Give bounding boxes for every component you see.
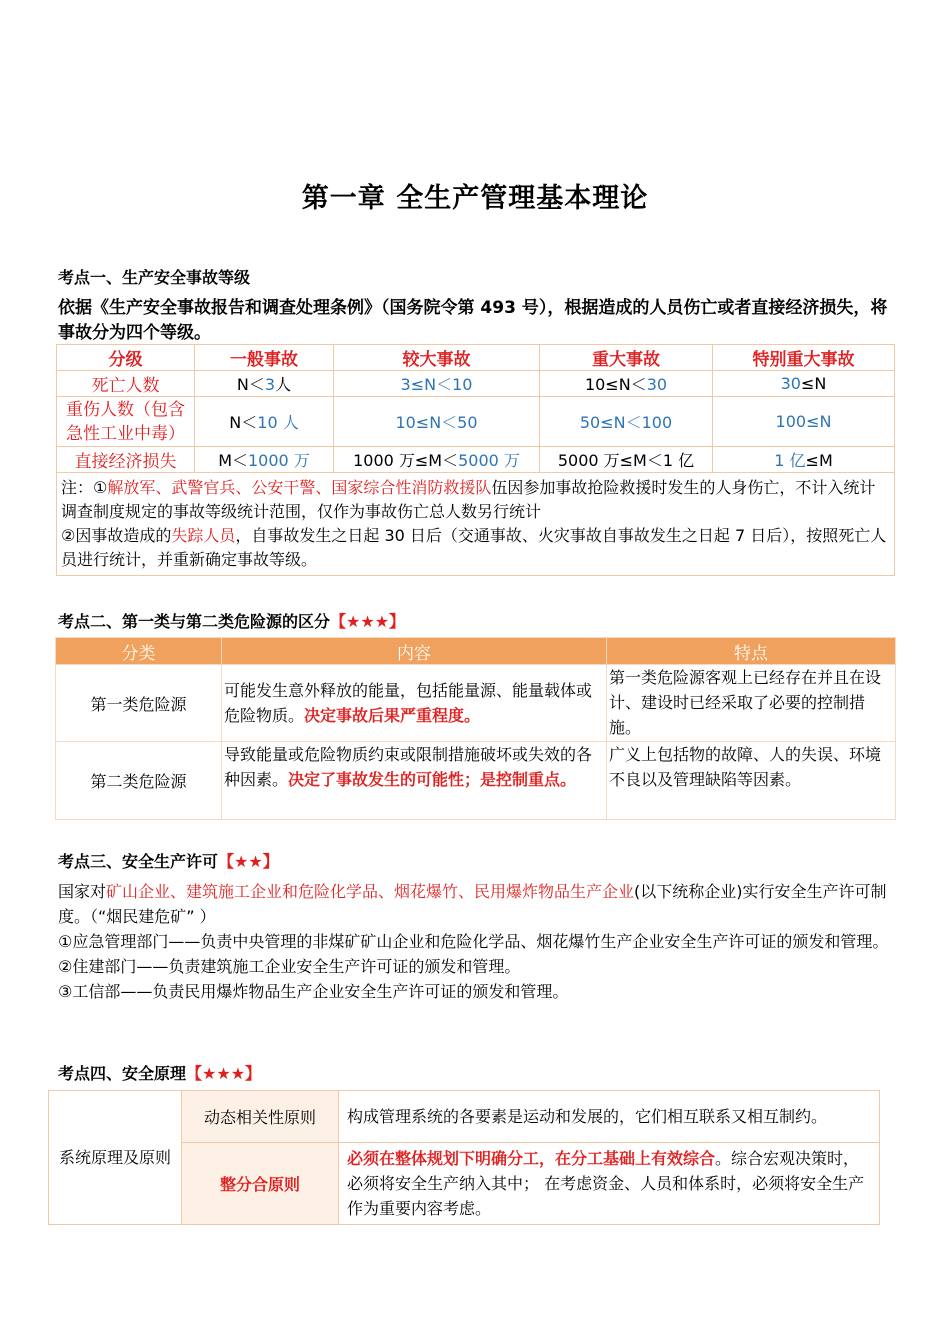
table-cell: N＜10 人 [195,397,334,447]
table-cell: N＜3人 [195,371,334,397]
safety-principle-table [48,1090,880,1225]
table-cell: 5000 万≤M＜1 亿 [540,447,713,473]
table-row [57,397,895,447]
section-4-heading: 考点四、安全原理【★★★】 [58,1064,262,1083]
table-cell: 10≤N＜50 [334,397,540,447]
paragraph: ①应急管理部门——负责中央管理的非煤矿矿山企业和危险化学品、烟花爆竹生产企业安全生产许可证的颁发和管理。 [58,932,889,951]
table-row [57,371,895,397]
paragraph: 国家对矿山企业、建筑施工企业和危险化学品、烟花爆竹、民用爆炸物品生产企业(以下统称企业)实行安全生产许可制度。（“烟民建危矿” ） [58,882,887,926]
hazard-table [55,637,896,820]
system-principle-cell: 系统原理及原则 [49,1091,182,1225]
section-1-intro: 依据《生产安全事故报告和调查处理条例》（国务院令第 493 号），根据造成的人员伤亡或者直接经济损失，将事故分为四个等级。 [58,298,888,343]
star-rating: 【★★★】 [186,1064,262,1083]
header-cell: 特别重大事故 [713,345,895,371]
principle-name: 动态相关性原则 [182,1091,339,1143]
star-rating: 【★★★】 [330,612,406,631]
principle-desc: 必须在整体规划下明确分工，在分工基础上有效综合。综合宏观决策时，必须将安全生产纳入其中； 在考虑资金、人员和体系时，必须将安全生产作为重要内容考虑。 [339,1143,880,1225]
section-2-heading: 考点二、第一类与第二类危险源的区分【★★★】 [58,612,406,631]
table-cell: 30≤N [713,371,895,397]
table-cell: 3≤N＜10 [334,371,540,397]
header-cell: 重大事故 [540,345,713,371]
principle-desc: 构成管理系统的各要素是运动和发展的，它们相互联系又相互制约。 [339,1091,880,1143]
table-cell: 1 亿≤M [713,447,895,473]
header-cell: 较大事故 [334,345,540,371]
table-cell: 10≤N＜30 [540,371,713,397]
table-cell: 50≤N＜100 [540,397,713,447]
section-3-body [58,879,894,1004]
principle-name: 整分合原则 [182,1143,339,1225]
hazard-content: 可能发生意外释放的能量，包括能量源、能量载体或危险物质。决定事故后果严重程度。 [222,665,607,742]
header-cell: 内容 [222,638,607,665]
table-cell: 1000 万≤M＜5000 万 [334,447,540,473]
paragraph: ③工信部——负责民用爆炸物品生产企业安全生产许可证的颁发和管理。 [58,982,569,1001]
table-header-row [57,345,895,371]
header-cell: 分类 [56,638,222,665]
table-row [56,665,896,742]
hazard-type: 第二类危险源 [56,742,222,820]
table-header-row [56,638,896,665]
page-title: 第一章 全生产管理基本理论 [301,183,649,214]
row-label: 死亡人数 [57,371,195,397]
row-label: 重伤人数（包含急性工业中毒） [57,397,195,447]
accident-level-table [56,344,895,576]
hazard-feature: 广义上包括物的故障、人的失误、环境不良以及管理缺陷等因素。 [607,742,896,820]
section-1-heading: 考点一、生产安全事故等级 [58,268,251,287]
hazard-content: 导致能量或危险物质约束或限制措施破坏或失效的各种因素。决定了事故发生的可能性；是控制重点。 [222,742,607,820]
header-cell: 特点 [607,638,896,665]
header-cell: 分级 [57,345,195,371]
note-row [57,473,895,576]
table-cell: M＜1000 万 [195,447,334,473]
paragraph: ②住建部门——负责建筑施工企业安全生产许可证的颁发和管理。 [58,957,521,976]
section-3-heading: 考点三、安全生产许可【★★】 [58,852,279,871]
hazard-feature: 第一类危险源客观上已经存在并且在设计、建设时已经采取了必要的控制措施。 [607,665,896,742]
table-row [57,447,895,473]
header-cell: 一般事故 [195,345,334,371]
star-rating: 【★★】 [218,852,279,871]
hazard-type: 第一类危险源 [56,665,222,742]
table-cell: 100≤N [713,397,895,447]
table-row [49,1091,880,1143]
table-note: 注：①解放军、武警官兵、公安干警、国家综合性消防救援队伍因参加事故抢险救援时发生的人身伤亡，不计入统计调查制度规定的事故等级统计范围，仅作为事故伤亡总人数另行统计 ②因事故造成的失踪人员，自事故发生之日起 30 日后（交通事故、火灾事故自事故发生之日起 7 日后），按照死亡人员进行统计，并重新确定事故等级。 [57,473,895,576]
table-row [56,742,896,820]
row-label: 直接经济损失 [57,447,195,473]
